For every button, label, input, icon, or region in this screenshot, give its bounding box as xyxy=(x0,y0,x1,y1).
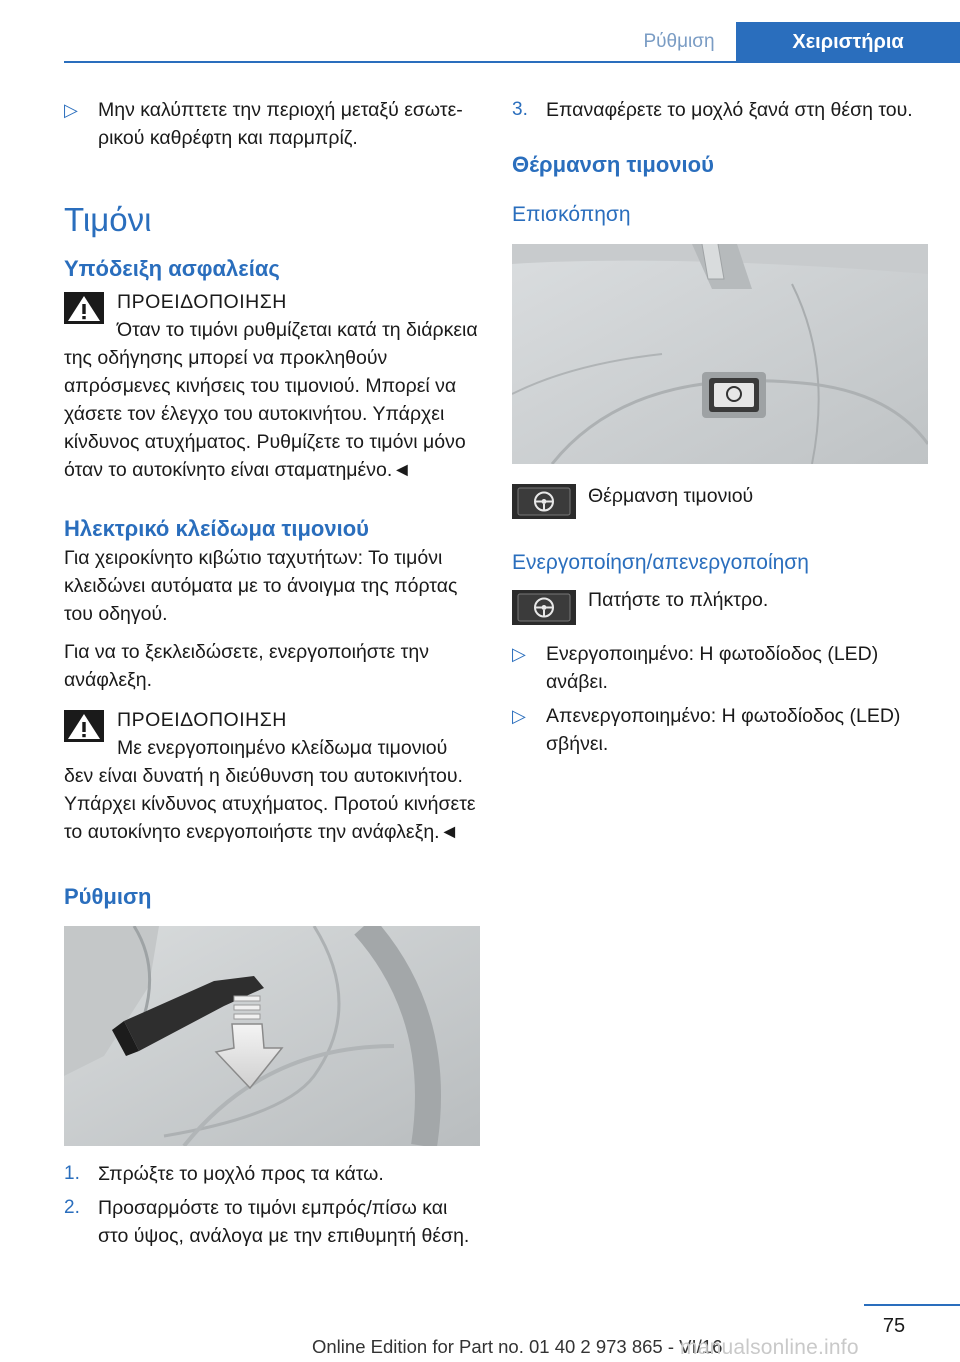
led-status-list xyxy=(512,640,928,758)
steering-column-lever-illustration xyxy=(64,926,480,1146)
right-column xyxy=(512,96,928,758)
triangle-bullet-icon: ▷ xyxy=(512,706,526,726)
step-number: 1. xyxy=(64,1163,80,1184)
warning-1-title: ΠΡΟΕΙΔΟΠΟΙΗΣΗ xyxy=(117,291,287,313)
warning-2-text: Με ενεργοποιημένο κλείδωμα τιμονιού δεν είναι δυνατή η διεύθυνση του αυτοκινήτου. Υπάρχει κίνδυνος ατυχήματος. Προτού κινήσετε το αυτοκίνητο ενεργοποιήστε την ανάφλεξη.◄ xyxy=(64,737,476,843)
step-text: Προσαρμόστε το τιμόνι εμπρός/πίσω και στο ύψος, ανάλογα με την επιθυμητή θέση. xyxy=(98,1197,470,1247)
step-number: 2. xyxy=(64,1197,80,1218)
triangle-bullet-icon: ▷ xyxy=(512,644,526,664)
heading-overview: Επισκόπηση xyxy=(512,203,631,226)
left-column xyxy=(64,96,480,1250)
lock-paragraph-2: Για να το ξεκλειδώσετε, ενεργοποιήστε την ανάφλεξη. xyxy=(64,641,429,691)
list-item xyxy=(64,1160,480,1188)
press-button-text: Πατήστε το πλήκτρο. xyxy=(588,589,769,611)
watermark: manualsonline.info xyxy=(680,1336,859,1359)
header-tab-section[interactable]: Ρύθμιση xyxy=(643,31,715,52)
heading-steering-lock: Ηλεκτρικό κλείδωμα τιμονιού xyxy=(64,516,369,541)
header-tab-chapter[interactable]: Χειριστήρια xyxy=(736,22,960,62)
step-text: Επαναφέρετε το μοχλό ξανά στη θέση του. xyxy=(546,99,913,121)
step-text: Σπρώξτε το μοχλό προς τα κάτω. xyxy=(98,1163,384,1185)
list-item xyxy=(512,702,928,758)
intro-bullet-text: Μην καλύπτετε την περιοχή μεταξύ εσωτερικού καθρέφτη και παρμπρίζ. xyxy=(98,99,463,149)
edition-footer: Online Edition for Part no. 01 40 2 973 865 - VI/16 xyxy=(312,1336,723,1357)
steering-wheel-heating-button-icon[interactable] xyxy=(512,590,576,625)
list-item xyxy=(64,1194,480,1250)
warning-box-1 xyxy=(64,288,480,484)
warning-triangle-icon xyxy=(64,710,104,742)
warning-2-title: ΠΡΟΕΙΔΟΠΟΙΗΣΗ xyxy=(117,709,287,731)
adjustment-steps xyxy=(64,1160,480,1250)
warning-1-text: Όταν το τιμόνι ρυθμίζεται κατά τη διάρκεια της οδήγησης μπορεί να προκληθούν απρόσμενες κινήσεις του τιμονιού. Μπορεί να χάσετε τον έλεγχο του αυτοκινήτου. Υπάρχει κίνδυνος ατυχήματος. Ρυθμίζετε το τιμόνι μόνο όταν το αυτοκίνητο είναι σταματημένο.◄ xyxy=(64,319,478,481)
warning-box-2 xyxy=(64,706,480,846)
header-rule xyxy=(64,61,960,63)
triangle-bullet-icon: ▷ xyxy=(64,100,78,120)
lock-paragraph-1: Για χειροκίνητο κιβώτιο ταχυτήτων: Το τιμόνι κλειδώνει αυτόματα με το άνοιγμα της πόρτας του οδηγού. xyxy=(64,547,458,625)
steering-wheel-heating-icon xyxy=(512,484,576,519)
page-number: 75 xyxy=(882,1315,906,1337)
caption-heating: Θέρμανση τιμονιού xyxy=(588,485,754,507)
steering-heating-button-illustration xyxy=(512,244,928,464)
heading-steering-heating: Θέρμανση τιμονιού xyxy=(512,152,714,177)
intro-bullet xyxy=(64,96,480,152)
heading-safety: Υπόδειξη ασφαλείας xyxy=(64,256,280,281)
press-button-row xyxy=(512,586,928,622)
section-title-steering: Τιμόνι xyxy=(64,201,152,238)
heading-adjustment: Ρύθμιση xyxy=(64,884,152,909)
step-number: 3. xyxy=(512,99,528,120)
caption-row-heating xyxy=(512,482,928,518)
heading-on-off: Ενεργοποίηση/απενεργοποίηση xyxy=(512,551,809,574)
led-status-text: Ενεργοποιημένο: Η φωτοδίοδος (LED) ανάβει. xyxy=(546,643,879,693)
list-item xyxy=(512,96,928,124)
list-item xyxy=(512,640,928,696)
warning-triangle-icon xyxy=(64,292,104,324)
led-status-text: Απενεργοποιημένο: Η φωτοδίοδος (LED) σβήνει. xyxy=(546,705,901,755)
page-number-rule xyxy=(864,1304,960,1306)
